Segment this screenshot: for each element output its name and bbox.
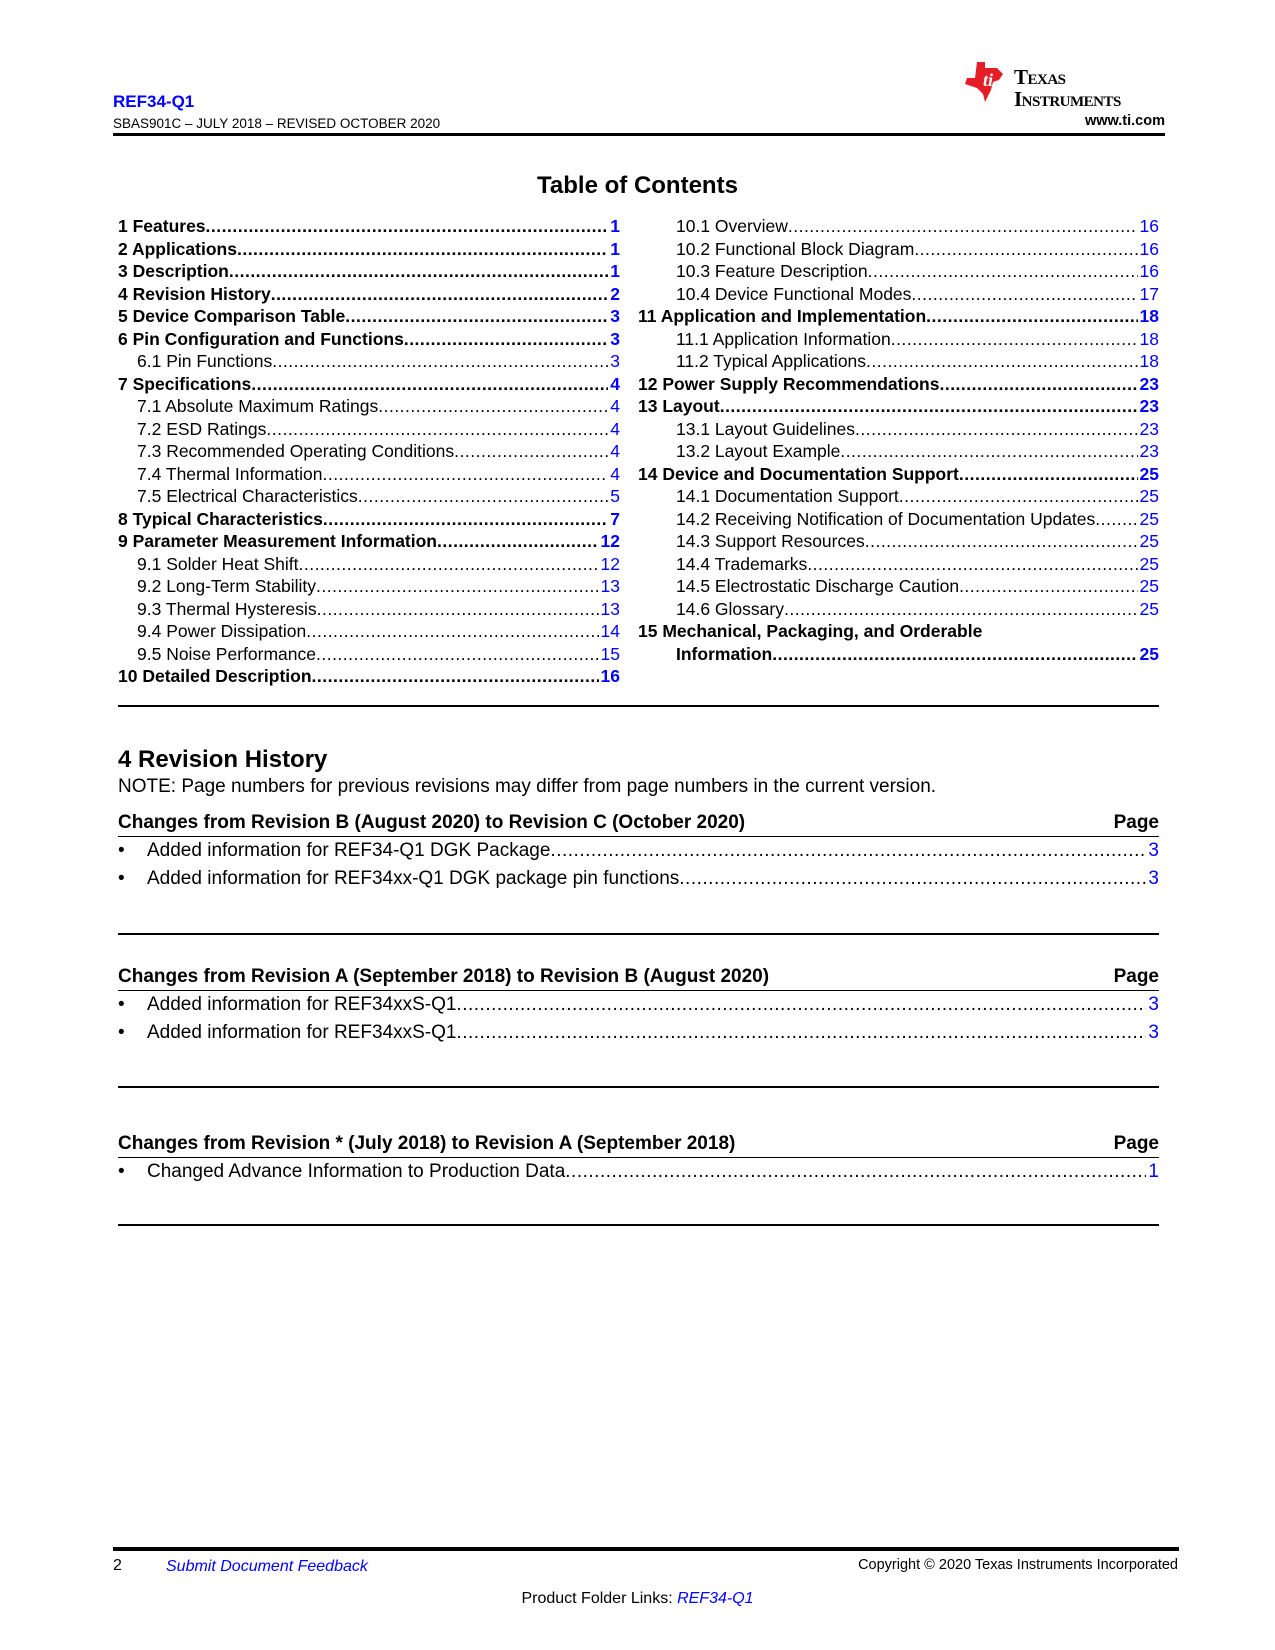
- toc-entry[interactable]: [118, 575, 620, 598]
- toc-entry-label: 2 Applications: [118, 238, 237, 259]
- change-item-page-link[interactable]: 3: [1148, 994, 1159, 1015]
- toc-entry-page[interactable]: 4: [610, 441, 620, 461]
- submit-feedback-link[interactable]: Submit Document Feedback: [166, 1558, 368, 1575]
- toc-entry[interactable]: [657, 350, 1159, 373]
- toc-entry-label: 7.1 Absolute Maximum Ratings: [137, 396, 379, 416]
- toc-entry-label: 10 Detailed Description: [118, 666, 312, 686]
- change-divider: [118, 1086, 1159, 1088]
- toc-leader-dots: [323, 508, 608, 531]
- change-item-text: Changed Advance Information to Production Data: [147, 1161, 566, 1182]
- toc-entry-label: 1 Features: [118, 216, 206, 236]
- toc-entry[interactable]: [118, 328, 620, 351]
- toc-divider: [118, 705, 1159, 707]
- toc-entry-page[interactable]: 7: [610, 508, 620, 529]
- toc-entry[interactable]: [118, 620, 620, 643]
- toc-entry-label: 6.1 Pin Functions: [137, 351, 273, 371]
- toc-entry-label: 14.2 Receiving Notification of Documentation Updates: [676, 508, 1096, 529]
- toc-entry-label: 6 Pin Configuration and Functions: [118, 328, 404, 349]
- change-item: [118, 991, 1159, 1019]
- toc-entry[interactable]: [657, 238, 1159, 261]
- page-column-label: Page: [1113, 812, 1159, 833]
- toc-entry[interactable]: [118, 643, 620, 666]
- toc-leader-dots: [454, 440, 608, 463]
- toc-entry-label: 13.1 Layout Guidelines: [676, 418, 856, 439]
- change-header: [118, 1133, 1159, 1158]
- toc-entry-label: 10.4 Device Functional Modes: [676, 283, 912, 304]
- revision-note: NOTE: Page numbers for previous revisions may differ from page numbers in the current version.: [118, 776, 937, 797]
- toc-entry-page[interactable]: 2: [610, 283, 620, 304]
- toc-entry[interactable]: [657, 260, 1159, 283]
- bullet: •: [118, 1161, 125, 1182]
- toc-leader-dots: [317, 598, 599, 621]
- toc-entry-page[interactable]: 14: [600, 621, 620, 641]
- toc-leader-dots: [316, 643, 599, 666]
- change-divider: [118, 933, 1159, 935]
- toc-entry-label: 7.3 Recommended Operating Conditions: [137, 441, 455, 461]
- toc-entry-label: 9.2 Long-Term Stability: [137, 576, 316, 596]
- change-header: [118, 812, 1159, 837]
- toc-entry-page[interactable]: 12: [600, 531, 620, 551]
- toc-entry-page[interactable]: 16: [600, 666, 620, 686]
- toc-entry-page[interactable]: 25: [1139, 598, 1159, 619]
- toc-leader-dots: [251, 373, 608, 396]
- toc-entry[interactable]: [657, 508, 1159, 531]
- toc-entry-label: 3 Description: [118, 261, 229, 281]
- toc-leader-dots: [772, 643, 1137, 666]
- toc-entry-label: 7.2 ESD Ratings: [137, 418, 267, 439]
- toc-left-column: [118, 215, 620, 688]
- change-title: Changes from Revision A (September 2018) to Revision B (August 2020): [118, 966, 770, 987]
- toc-entry-page[interactable]: 18: [1139, 351, 1159, 371]
- toc-entry-label: 15 Mechanical, Packaging, and Orderable: [638, 621, 983, 641]
- toc-entry-label: 7.5 Electrical Characteristics: [137, 486, 358, 506]
- toc-entry[interactable]: [657, 485, 1159, 508]
- toc-entry-label: 13.2 Layout Example: [676, 441, 841, 461]
- toc-entry-label: 5 Device Comparison Table: [118, 306, 346, 326]
- ti-logo-icon: [963, 60, 1013, 106]
- toc-entry-page[interactable]: 1: [610, 216, 620, 236]
- toc-entry-page[interactable]: 25: [1139, 553, 1159, 574]
- toc-entry-label: 7 Specifications: [118, 373, 252, 394]
- toc-entry-page[interactable]: 25: [1139, 576, 1159, 596]
- product-folder-links: [0, 1590, 1275, 1608]
- logo-line1: Texas: [1014, 65, 1066, 89]
- toc-leader-dots: [312, 665, 599, 688]
- toc-entry-label: 8 Typical Characteristics: [118, 508, 323, 529]
- toc-entry-page[interactable]: 3: [610, 351, 620, 371]
- toc-entry-page[interactable]: 1: [610, 238, 620, 259]
- toc-entry-page[interactable]: 25: [1139, 531, 1159, 551]
- toc-entry[interactable]: [118, 440, 620, 463]
- toc-entry[interactable]: [118, 530, 620, 553]
- toc-leader-dots: [316, 575, 599, 598]
- toc-leader-dots: [298, 553, 598, 576]
- revision-history-heading: 4 Revision History: [118, 746, 328, 773]
- toc-entry-label: 14.5 Electrostatic Discharge Caution: [676, 576, 960, 596]
- change-item: [118, 837, 1159, 865]
- ti-logo-text: [1014, 66, 1121, 110]
- toc-entry[interactable]: [118, 215, 620, 238]
- toc-leader-dots: [272, 350, 608, 373]
- toc-entry-label: 14.4 Trademarks: [676, 553, 808, 574]
- bullet: •: [118, 1022, 125, 1043]
- toc-right-column: [638, 215, 1159, 665]
- toc-entry[interactable]: [118, 665, 620, 688]
- toc-entry-label: 11.1 Application Information: [676, 328, 891, 349]
- change-item-page-link[interactable]: 3: [1148, 868, 1159, 889]
- toc-entry[interactable]: [657, 643, 1159, 666]
- header-divider: [113, 133, 1165, 136]
- document-info: SBAS901C – JULY 2018 – REVISED OCTOBER 2020: [113, 116, 441, 131]
- toc-entry-page[interactable]: 17: [1139, 283, 1159, 304]
- toc-leader-dots: [358, 485, 608, 508]
- toc-leader-dots: [788, 215, 1138, 238]
- toc-entry[interactable]: [638, 395, 1159, 418]
- website: www.ti.com: [1084, 113, 1165, 129]
- change-header: [118, 966, 1159, 991]
- change-divider: [118, 1224, 1159, 1226]
- leader-dots: [550, 837, 1146, 865]
- toc-entry-page[interactable]: 23: [1139, 418, 1159, 439]
- page-column-label: Page: [1113, 1133, 1159, 1154]
- toc-entry[interactable]: [118, 553, 620, 576]
- toc-leader-dots: [855, 418, 1138, 441]
- change-item: [118, 1158, 1159, 1186]
- page-number: 2: [113, 1557, 122, 1574]
- toc-leader-dots: [807, 553, 1137, 576]
- change-item-text: Added information for REF34xxS-Q1: [147, 1022, 457, 1043]
- toc-entry[interactable]: [657, 530, 1159, 553]
- toc-leader-dots: [437, 530, 599, 553]
- toc-entry-label: 10.3 Feature Description: [676, 261, 868, 281]
- toc-leader-dots: [868, 260, 1138, 283]
- toc-leader-dots: [345, 305, 608, 328]
- toc-entry-label: 7.4 Thermal Information: [137, 463, 323, 484]
- toc-entry-page[interactable]: 4: [610, 373, 620, 394]
- toc-entry-label: 14.3 Support Resources: [676, 531, 865, 551]
- toc-entry[interactable]: [657, 418, 1159, 441]
- toc-entry[interactable]: [657, 440, 1159, 463]
- toc-entry[interactable]: [118, 418, 620, 441]
- toc-leader-dots: [720, 395, 1138, 418]
- change-item: [118, 1019, 1159, 1047]
- svg-text:ti: ti: [983, 70, 994, 90]
- product-folder-link[interactable]: REF34-Q1: [677, 1590, 754, 1607]
- change-item-page-link[interactable]: 3: [1148, 840, 1159, 861]
- toc-entry-page[interactable]: 23: [1139, 373, 1159, 394]
- toc-entry-page[interactable]: 4: [610, 418, 620, 439]
- change-item-page-link[interactable]: 3: [1148, 1022, 1159, 1043]
- toc-entry-page[interactable]: 5: [610, 486, 620, 506]
- toc-entry-label: 14 Device and Documentation Support: [638, 463, 959, 484]
- toc-entry-page[interactable]: 4: [610, 396, 620, 416]
- toc-entry-label: Information: [676, 643, 773, 664]
- change-block: [118, 1133, 1159, 1186]
- toc-entry[interactable]: [118, 598, 620, 621]
- toc-entry-label: 13 Layout: [638, 396, 720, 416]
- toc-entry[interactable]: [118, 305, 620, 328]
- toc-entry[interactable]: [118, 238, 620, 261]
- toc-leader-dots: [939, 373, 1137, 396]
- toc-entry[interactable]: [657, 598, 1159, 621]
- toc-entry-page[interactable]: 3: [610, 306, 620, 326]
- toc-entry-label: 10.1 Overview: [676, 216, 788, 236]
- change-block: [118, 966, 1159, 1047]
- toc-entry-label: 4 Revision History: [118, 283, 271, 304]
- toc-entry-label: 9.3 Thermal Hysteresis: [137, 598, 317, 619]
- toc-leader-dots: [899, 485, 1138, 508]
- toc-entry[interactable]: [118, 485, 620, 508]
- toc-leader-dots: [1095, 508, 1137, 531]
- toc-entry-label: 9.5 Noise Performance: [137, 643, 316, 664]
- toc-entry-page[interactable]: 16: [1139, 238, 1159, 259]
- toc-leader-dots: [784, 598, 1138, 621]
- toc-entry[interactable]: [638, 620, 1159, 643]
- change-item-page-link[interactable]: 1: [1148, 1161, 1159, 1182]
- toc-entry-page[interactable]: 25: [1139, 463, 1159, 484]
- toc-leader-dots: [306, 620, 598, 643]
- toc-entry[interactable]: [638, 305, 1159, 328]
- logo-line2: Instruments: [1014, 87, 1121, 111]
- toc-leader-dots: [322, 463, 608, 486]
- toc-entry-page[interactable]: 25: [1139, 486, 1159, 506]
- bullet: •: [118, 994, 125, 1015]
- toc-leader-dots: [229, 260, 608, 283]
- toc-leader-dots: [866, 350, 1138, 373]
- toc-entry[interactable]: [657, 328, 1159, 351]
- toc-entry[interactable]: [118, 260, 620, 283]
- toc-entry-label: 9.1 Solder Heat Shift: [137, 553, 299, 574]
- toc-entry[interactable]: [118, 508, 620, 531]
- toc-entry[interactable]: [118, 373, 620, 396]
- toc-entry[interactable]: [657, 283, 1159, 306]
- leader-dots: [565, 1158, 1146, 1186]
- toc-leader-dots: [911, 283, 1137, 306]
- leader-dots: [456, 991, 1146, 1019]
- toc-entry-page[interactable]: 12: [600, 553, 620, 574]
- change-title: Changes from Revision B (August 2020) to Revision C (October 2020): [118, 812, 746, 833]
- toc-leader-dots: [865, 530, 1138, 553]
- toc-leader-dots: [914, 238, 1137, 261]
- toc-leader-dots: [271, 283, 609, 306]
- toc-entry-label: 11 Application and Implementation: [638, 306, 927, 326]
- toc-entry[interactable]: [657, 215, 1159, 238]
- toc-entry[interactable]: [657, 575, 1159, 598]
- toc-leader-dots: [959, 575, 1137, 598]
- toc-leader-dots: [206, 215, 609, 238]
- toc-entry-page[interactable]: 3: [610, 328, 620, 349]
- toc-entry-label: 9 Parameter Measurement Information: [118, 531, 437, 551]
- leader-dots: [679, 865, 1146, 893]
- change-item: [118, 865, 1159, 893]
- toc-entry-label: 10.2 Functional Block Diagram: [676, 238, 915, 259]
- toc-leader-dots: [891, 328, 1138, 351]
- toc-leader-dots: [926, 305, 1137, 328]
- toc-entry-label: 11.2 Typical Applications: [676, 351, 867, 371]
- toc-entry-page[interactable]: 15: [600, 643, 620, 664]
- toc-leader-dots: [404, 328, 608, 351]
- toc-entry-page[interactable]: 13: [600, 598, 620, 619]
- toc-leader-dots: [840, 440, 1137, 463]
- toc-entry[interactable]: [638, 463, 1159, 486]
- toc-entry-label: 14.1 Documentation Support: [676, 486, 899, 506]
- bullet: •: [118, 840, 125, 861]
- footer-divider: [113, 1547, 1179, 1551]
- toc-leader-dots: [378, 395, 608, 418]
- toc-entry-page[interactable]: 18: [1139, 328, 1159, 349]
- toc-entry-page[interactable]: 1: [610, 261, 620, 281]
- toc-entry-page[interactable]: 16: [1139, 261, 1159, 281]
- toc-entry[interactable]: [638, 373, 1159, 396]
- toc-entry-page[interactable]: 23: [1139, 441, 1159, 461]
- toc-entry-page[interactable]: 25: [1139, 508, 1159, 529]
- change-title: Changes from Revision * (July 2018) to Revision A (September 2018): [118, 1133, 736, 1154]
- toc-entry[interactable]: [118, 463, 620, 486]
- change-block: [118, 812, 1159, 893]
- product-folder-label: Product Folder Links:: [521, 1590, 678, 1607]
- toc-entry-page[interactable]: 23: [1139, 396, 1159, 416]
- toc-entry-page[interactable]: 18: [1139, 306, 1159, 326]
- toc-entry-page[interactable]: 4: [610, 463, 620, 484]
- toc-leader-dots: [959, 463, 1138, 486]
- toc-entry-page[interactable]: 16: [1139, 216, 1159, 236]
- toc-entry[interactable]: [118, 395, 620, 418]
- toc-entry[interactable]: [657, 553, 1159, 576]
- toc-title: Table of Contents: [537, 172, 738, 199]
- toc-entry-label: 12 Power Supply Recommendations: [638, 373, 940, 394]
- toc-entry[interactable]: [118, 350, 620, 373]
- bullet: •: [118, 868, 125, 889]
- copyright: Copyright © 2020 Texas Instruments Incorporated: [858, 1557, 1178, 1573]
- toc-leader-dots: [237, 238, 608, 261]
- change-item-text: Added information for REF34xx-Q1 DGK package pin functions: [147, 868, 680, 889]
- toc-leader-dots: [266, 418, 608, 441]
- change-item-text: Added information for REF34xxS-Q1: [147, 994, 457, 1015]
- change-item-text: Added information for REF34-Q1 DGK Package: [147, 840, 551, 861]
- toc-entry-page[interactable]: 13: [600, 576, 620, 596]
- toc-entry-label: 14.6 Glossary: [676, 598, 784, 619]
- toc-entry[interactable]: [118, 283, 620, 306]
- leader-dots: [456, 1019, 1146, 1047]
- page-column-label: Page: [1113, 966, 1159, 987]
- toc-entry-page[interactable]: 25: [1139, 643, 1159, 664]
- toc-entry-label: 9.4 Power Dissipation: [137, 621, 307, 641]
- part-number: REF34-Q1: [113, 92, 195, 111]
